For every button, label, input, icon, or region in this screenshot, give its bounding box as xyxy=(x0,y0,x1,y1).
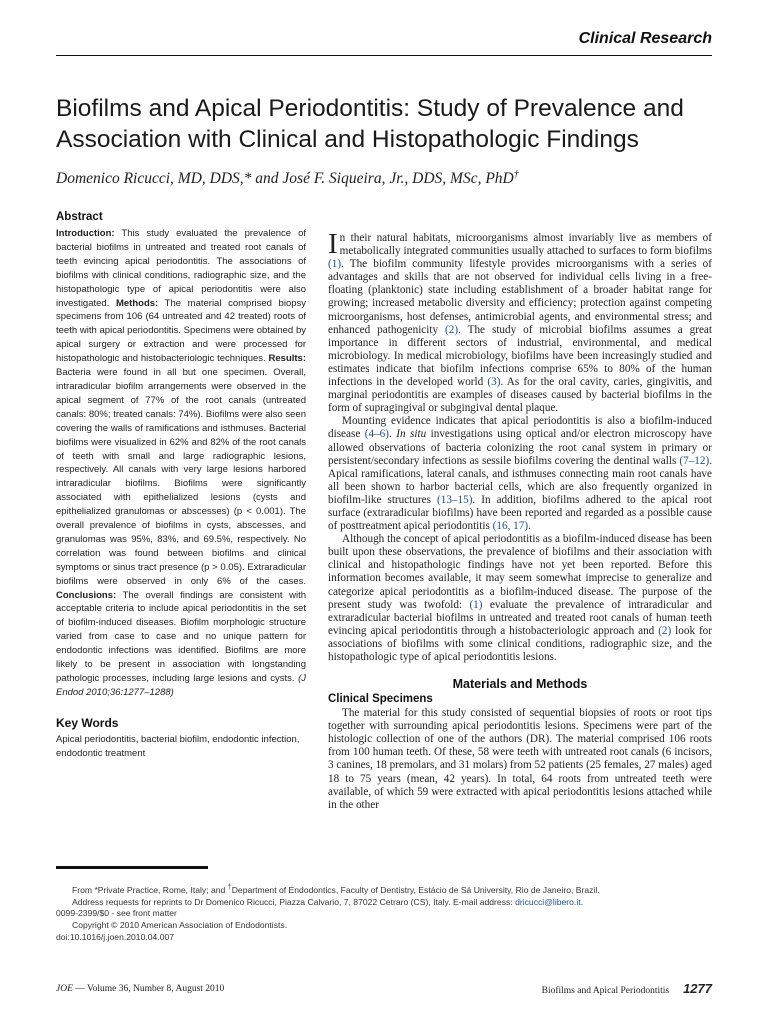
citation-link[interactable]: (2) xyxy=(445,323,459,336)
issn-note: 0099-2399/$0 - see front matter xyxy=(56,908,177,919)
running-title: Biofilms and Apical Periodontitis xyxy=(541,986,670,996)
text-run: From xyxy=(72,884,95,895)
conclusions-label: Conclusions: xyxy=(56,589,117,601)
results-label: Results: xyxy=(268,353,306,365)
author-2-affiliation-mark: † xyxy=(513,169,519,180)
author-line xyxy=(56,169,736,188)
doi-link[interactable]: doi:10.1016/j.joen.2010.04.007 xyxy=(56,932,175,943)
header-rule xyxy=(56,55,712,56)
abstract-column xyxy=(56,211,306,761)
intro-paragraph-2 xyxy=(328,415,712,533)
section-label: Clinical Research xyxy=(578,30,712,47)
intro-paragraph-1 xyxy=(328,228,712,415)
text-run: evaluate the prevalence of intraradicular and extraradicular bacterial biofilms in untreated and treated root canals of human teeth evincing apical periodontitis through a histobacteriologic approach and xyxy=(328,598,712,637)
citation-link[interactable]: (13–15) xyxy=(437,493,473,506)
author-1-affiliation-mark: * xyxy=(243,170,252,188)
citation-link[interactable]: (4–6) xyxy=(364,428,389,441)
conclusions-text: The overall findings are consistent with acceptable criteria to include apical periodontitis in the set of biofilm-induced diseases. Biofilm morphologic structure varied from case to case and no unique pattern for endodontic infections was identified. Biofilms are more likely to be present in association with longstanding pathologic processes, including large lesions and cysts. xyxy=(56,589,306,684)
results-text: Bacteria were found in all but one specimen. Overall, intraradicular biofilm arrangements were observed in the apical segment of 77% of the root canals (untreated canals: 80%; treated canals: 74%). Biofilms were also seen covering the walls of ramifications and isthmuses. Bacterial biofilms were visualized in 62% and 82% of the root canals of teeth with small and large radiographic lesions, respectively. All canals with very large lesions harbored intraradicular biofilms. Biofilms were significantly associated with epithelialized lesions (cysts and epithelialized granulomas or abscesses) (p < 0.001). The overall prevalence of biofilms in cysts, abscesses, and granulomas was 95%, 83%, and 69.5%, respectively. No correlation was found between biofilms and clinical symptoms or sinus tract presence (p > 0.05). Extraradicular biofilms were observed in only 6% of the cases. xyxy=(56,367,306,587)
key-words-heading: Key Words xyxy=(56,715,119,730)
text-run: . The study of microbial biofilms assumes a great importance in different sectors of industrial, environmental, and medical microbiology. In medical microbiology, biofilms have been increasingly studied and estimates indicate that biofilm infections comprise 65% to 80% of the human infections in the developed world xyxy=(328,323,712,389)
citation-link[interactable]: (16, 17) xyxy=(492,520,529,533)
key-words-text: Apical periodontitis, bacterial biofilm, endodontic infection, endodontic treatment xyxy=(56,733,300,759)
journal-abbrev: JOE xyxy=(56,984,73,994)
page-number: 1277 xyxy=(683,981,712,996)
enumeration-link[interactable]: (1) xyxy=(469,598,483,611)
abstract-body xyxy=(56,227,306,700)
text-run: Address requests for reprints to Dr Domenico Ricucci, Piazza Calvario, 7, 87022 Cetraro (CS), Italy. E-mail address: xyxy=(72,896,516,907)
affiliation-note xyxy=(56,882,736,897)
affiliation-mark: † xyxy=(227,883,232,891)
footer-running-title xyxy=(542,981,712,996)
text-run: Mounting evidence indicates that apical periodontitis is also a biofilm-induced disease xyxy=(328,415,712,441)
issue-info: — Volume 36, Number 8, August 2010 xyxy=(72,984,225,994)
intro-paragraph-3 xyxy=(328,533,712,664)
text-run: Department of Endodontics, Faculty of Dentistry, Estácio de Sá University, Rio de Janeiro, Brazil. xyxy=(231,884,600,895)
enumeration-link[interactable]: (2) xyxy=(658,624,672,637)
drop-cap: I xyxy=(328,228,338,260)
methods-paragraph-1: The material for this study consisted of sequential biopsies of roots or root tips together with surrounding apical periodontitis lesions. Specimens were part of the histologic collection of one of the authors (DR). The material comprised 106 roots from 100 human teeth. Of these, 58 were teeth with untreated root canals (6 incisors, 3 canines, 18 premolars, and 31 molars) from 52 patients (25 females, 27 males) aged 18 to 75 years (mean, 42 years). In total, 64 roots from untreated teeth were available, of which 59 were extracted with apical periodontitis lesions attached while in the other xyxy=(328,707,712,811)
citation-link[interactable]: (1) xyxy=(328,258,342,271)
methods-label: Methods: xyxy=(115,297,159,309)
reprint-address-note xyxy=(56,897,736,909)
body-column xyxy=(328,228,713,812)
author-2: José F. Siqueira, Jr., DDS, MSc, PhD xyxy=(282,170,514,188)
text-run: Private Practice, Rome, Italy; and xyxy=(97,884,228,895)
materials-methods-heading: Materials and Methods xyxy=(452,677,588,692)
author-1: Domenico Ricucci, MD, DDS, xyxy=(56,170,244,188)
footer-journal-info xyxy=(56,984,224,994)
text-run: investigations using optical and/or electron microscopy have allowed observations of bacteria colonizing the root canal system in primary or persistent/secondary infections as sessile biofilms covering the dentinal walls xyxy=(328,428,713,467)
text-run: . xyxy=(580,896,584,907)
copyright-note: Copyright © 2010 American Association of Endodontists. xyxy=(72,920,288,931)
text-run: n their natural habitats, microorganisms almost invariably live as members of metabolically integrated communities usually attached to surfaces to form biofilms xyxy=(339,232,712,258)
footnote-rule xyxy=(56,866,208,869)
text-run: . Apical ramifications, lateral canals, and isthmuses connecting main root canals have all been shown to harbor bacterial cells, which are also frequently organized in biofilm-like structures xyxy=(328,454,712,506)
text-run: . In addition, biofilms adhered to the apical root surface (extraradicular biofilms) have been reported and regarded as a possible cause of posttreatment apical periodontitis xyxy=(328,493,713,533)
citation-link[interactable]: (7–12) xyxy=(679,454,710,467)
article-title: Biofilms and Apical Periodontitis: Study of Prevalence and Association with Clinical and Histopathologic Findings xyxy=(56,95,684,153)
text-run: . As for the oral cavity, caries, gingivitis, and marginal periodontitis are examples of diseases caused by bacterial biofilms in the form of supragingival or subgingival dental plaque. xyxy=(328,376,712,415)
abstract-citation: (J Endod 2010;36:1277–1288) xyxy=(56,673,306,698)
text-run: . xyxy=(528,520,531,533)
text-run: . xyxy=(388,428,397,441)
citation-link[interactable]: (3) xyxy=(487,376,501,389)
clinical-specimens-heading: Clinical Specimens xyxy=(328,693,433,706)
italic-term: In situ xyxy=(396,428,427,441)
intro-text: This study evaluated the prevalence of bacterial biofilms in untreated and treated root canals of teeth evincing apical periodontitis. The associations of biofilms with clinical conditions, radiographic size, and the histopathologic type of apical periodontitis were also investigated. xyxy=(56,228,306,309)
abstract-heading: Abstract xyxy=(56,211,103,223)
footnotes xyxy=(56,882,736,944)
methods-text: The material comprised biopsy specimens from 106 (64 untreated and 42 treated) roots of teeth with apical periodontitis. Specimens were obtained by apical surgery or extraction and were processed for histopathologic and histobacteriologic techniques. xyxy=(56,297,307,365)
text-run: . The biofilm community lifestyle provides microorganisms with a series of advantages and skills that are not observed for individual cells living in a free-floating (planktonic) state including establishment of a broader habitat range for growing; increased metabolic diversity and efficiency; protection against competing microorganisms, host defenses, antimicrobial agents, and environmental stress; and enhanced pathogenicity xyxy=(328,258,712,336)
author-conjunction: and xyxy=(251,170,283,188)
email-link[interactable]: dricucci@libero.it xyxy=(515,896,581,907)
text-run: look for associations of biofilms with some clinical conditions, radiographic size, and the histopathologic type of apical periodontitis lesions. xyxy=(328,624,712,663)
affiliation-mark: * xyxy=(94,884,98,895)
text-run: Although the concept of apical periodontitis as a biofilm-induced disease has been built upon these observations, the prevalence of biofilms and their association with clinical and histopathologic findings have not yet been reported. Before this information becomes available, it may seem somewhat imprecise to generalize and categorize apical periodontitis as a biofilm-induced disease. The purpose of the present study was twofold: xyxy=(328,533,712,611)
intro-label: Introduction: xyxy=(56,228,115,239)
